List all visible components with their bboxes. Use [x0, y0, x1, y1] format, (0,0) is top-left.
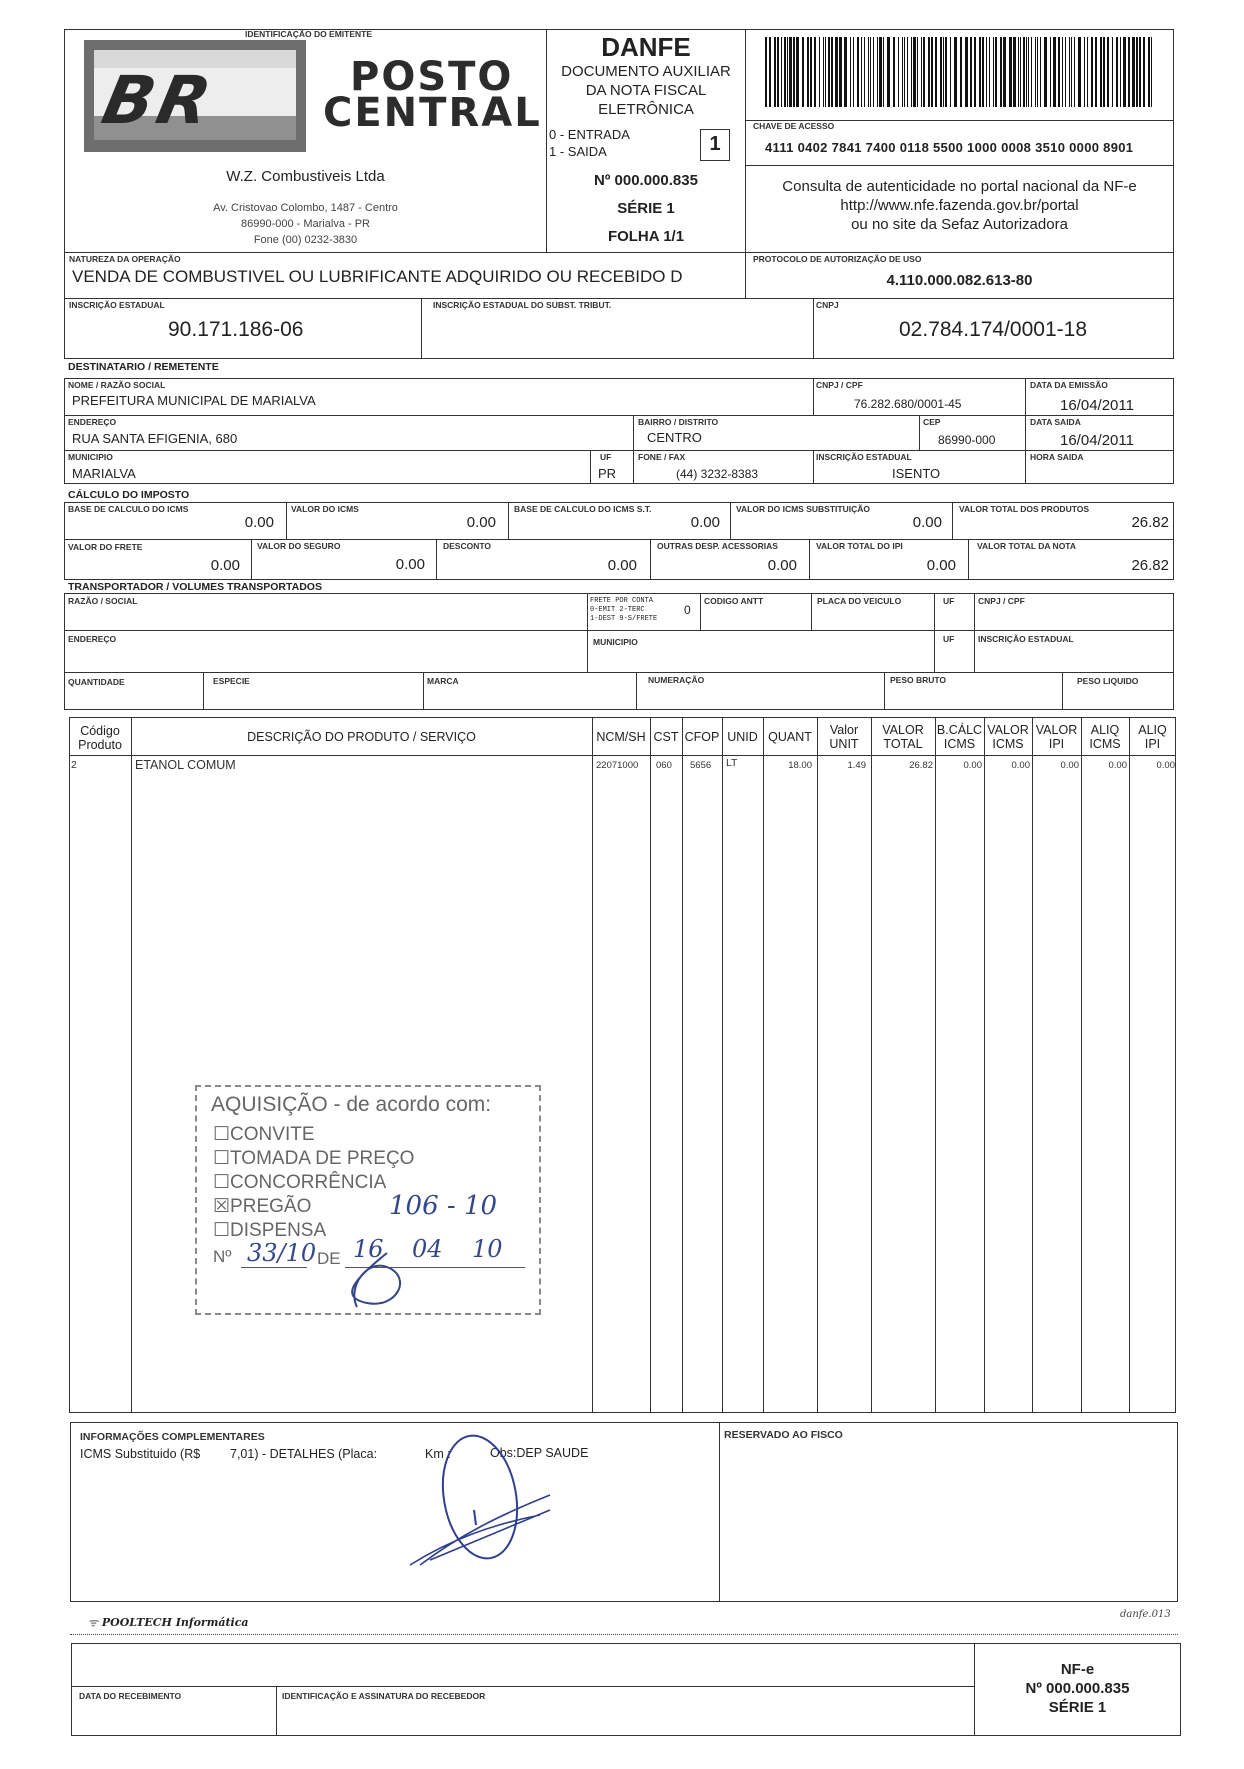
- barcode-bar: [883, 37, 884, 107]
- barcode-bar: [935, 37, 937, 107]
- barcode-bar: [787, 37, 788, 107]
- item-quant: 18.00: [788, 760, 812, 771]
- col-vipi: VALOR IPI: [1035, 723, 1078, 751]
- dest-emissao-label: DATA DA EMISSÃO: [1030, 380, 1108, 390]
- barcode-bar: [1071, 37, 1072, 107]
- footer-numero: Nº 000.000.835: [1025, 1680, 1130, 1697]
- transp-endereco-label: ENDEREÇO: [68, 634, 117, 644]
- transp-antt-label: CODIGO ANTT: [704, 596, 764, 606]
- item-aicms: 0.00: [1108, 760, 1127, 771]
- footer-serie: SÉRIE 1: [1048, 1699, 1107, 1716]
- barcode-bar: [1020, 37, 1021, 107]
- imp-desconto: 0.00: [607, 557, 637, 574]
- transp-placa-label: PLACA DO VEICULO: [817, 596, 902, 606]
- barcode-bar: [1023, 37, 1025, 107]
- barcode-bar: [986, 37, 987, 107]
- barcode-bar: [1095, 37, 1097, 107]
- recebimento-label: DATA DO RECEBIMENTO: [79, 1691, 182, 1701]
- col-vunit: Valor UNIT: [829, 723, 859, 751]
- barcode-bar: [879, 37, 882, 107]
- item-codigo: 2: [71, 759, 77, 771]
- transp-razao-label: RAZÃO / SOCIAL: [68, 596, 138, 606]
- barcode-bar: [781, 37, 782, 107]
- consulta-url: http://www.nfe.fazenda.gov.br/portal: [840, 197, 1079, 214]
- ie-st-label: INSCRIÇÃO ESTADUAL DO SUBST. TRIBUT.: [433, 300, 612, 310]
- imp-desconto-label: DESCONTO: [443, 541, 492, 551]
- barcode-bar: [1100, 37, 1102, 107]
- item-aipi: 0.00: [1156, 760, 1175, 771]
- barcode-bar: [1003, 37, 1006, 107]
- barcode-bar: [940, 37, 942, 107]
- barcode-bar: [861, 37, 862, 107]
- natureza-value: VENDA DE COMBUSTIVEL OU LUBRIFICANTE ADQUIRIDO OU RECEBIDO D: [72, 267, 683, 286]
- barcode-bar: [823, 37, 824, 107]
- hand-num: 33/10: [247, 1239, 317, 1267]
- transportador-section: TRANSPORTADOR / VOLUMES TRANSPORTADOS: [68, 581, 322, 593]
- dest-bairro-label: BAIRRO / DISTRITO: [638, 417, 719, 427]
- ie-value: 90.171.186-06: [168, 318, 304, 341]
- dest-emissao: 16/04/2011: [1060, 397, 1134, 414]
- ie-label: INSCRIÇÃO ESTADUAL: [69, 300, 165, 310]
- barcode-bar: [1028, 37, 1029, 107]
- barcode-bar: [902, 37, 903, 107]
- info-text3: Km :: [425, 1447, 451, 1461]
- fisco-box: [719, 1422, 1178, 1602]
- item-bcalc: 0.00: [963, 760, 982, 771]
- barcode-bar: [1120, 37, 1121, 107]
- col-quant: QUANT: [768, 730, 812, 744]
- dest-fone-label: FONE / FAX: [638, 452, 686, 462]
- cnpj-label: CNPJ: [816, 300, 839, 310]
- barcode-bar: [1132, 37, 1135, 107]
- danfe-numero: Nº 000.000.835: [594, 172, 698, 189]
- danfe-subtitle3: ELETRÔNICA: [598, 101, 694, 118]
- barcode-bar: [825, 37, 826, 107]
- barcode-bar: [1065, 37, 1066, 107]
- emitente-address2: 86990-000 - Marialva - PR: [240, 218, 370, 230]
- barcode-bar: [923, 37, 925, 107]
- barcode-bar: [873, 37, 874, 107]
- barcode-bar: [1136, 37, 1138, 107]
- danfe-serie: SÉRIE 1: [617, 200, 675, 217]
- info-text2: 7,01) - DETALHES (Placa:: [230, 1447, 378, 1461]
- item-vtotal: 26.82: [909, 760, 933, 771]
- barcode-bar: [1035, 37, 1036, 107]
- transp-peso-bruto-label: PESO BRUTO: [890, 675, 947, 685]
- info-text4: Obs:DEP SAUDE: [490, 1446, 589, 1460]
- barcode-bar: [1050, 37, 1051, 107]
- barcode-bar: [802, 37, 804, 107]
- transp-marca-label: MARCA: [427, 676, 459, 686]
- barcode-bar: [965, 37, 968, 107]
- barcode-bar: [1143, 37, 1145, 107]
- handwritten-signature: [400, 1415, 560, 1575]
- barcode-bar: [913, 37, 916, 107]
- item-cfop: 5656: [690, 760, 712, 771]
- stamp-signature: [327, 1247, 437, 1313]
- dest-nome-label: NOME / RAZÃO SOCIAL: [68, 380, 166, 390]
- logo-central: CENTRAL: [323, 90, 542, 136]
- imp-total-prod: 26.82: [1131, 514, 1169, 531]
- barcode-bar: [835, 37, 838, 107]
- col-aicms: ALIQ ICMS: [1089, 723, 1121, 751]
- barcode-bar: [765, 37, 767, 107]
- barcode-bar: [793, 37, 795, 107]
- barcode-bar: [1026, 37, 1027, 107]
- barcode-bar: [970, 37, 972, 107]
- dest-nome: PREFEITURA MUNICIPAL DE MARIALVA: [72, 393, 316, 408]
- danfe-code: danfe.013: [1120, 1609, 1171, 1620]
- col-vicms: VALOR ICMS: [987, 723, 1029, 751]
- item-vipi: 0.00: [1060, 760, 1079, 771]
- barcode-bar: [850, 37, 851, 107]
- col-vtotal: VALOR TOTAL: [882, 723, 924, 751]
- imp-total-nota-label: VALOR TOTAL DA NOTA: [977, 541, 1077, 551]
- emitente-phone: Fone (00) 0232-3830: [253, 234, 358, 246]
- dest-cnpj-label: CNPJ / CPF: [816, 380, 863, 390]
- transp-ie-label: INSCRIÇÃO ESTADUAL: [978, 634, 1074, 644]
- danfe-entrada: 0 - ENTRADA: [549, 127, 630, 142]
- protocolo-label: PROTOCOLO DE AUTORIZAÇÃO DE USO: [753, 254, 922, 264]
- dest-saida-label: DATA SAIDA: [1030, 417, 1081, 427]
- natureza-label: NATUREZA DA OPERAÇÃO: [69, 254, 181, 264]
- item-vicms: 0.00: [1011, 760, 1030, 771]
- barcode-bar: [907, 37, 908, 107]
- imp-icms-label: VALOR DO ICMS: [291, 504, 359, 514]
- danfe-title: DANFE: [601, 32, 691, 62]
- stamp-num-prefix: Nº: [213, 1247, 232, 1266]
- col-unid: UNID: [727, 730, 758, 744]
- imp-frete: 0.00: [210, 557, 240, 574]
- transp-quantidade-label: QUANTIDADE: [68, 677, 125, 687]
- barcode-bar: [995, 37, 997, 107]
- barcode-bar: [1069, 37, 1070, 107]
- imp-icms: 0.00: [466, 514, 496, 531]
- transp-frete-line2: 0-EMIT 2-TERC: [590, 606, 645, 614]
- barcode-bar: [831, 37, 833, 107]
- chave-value: 4111 0402 7841 7400 0118 5500 1000 0008 3510 0000 8901: [765, 140, 1134, 155]
- barcode-bar: [917, 37, 918, 107]
- barcode-bar: [931, 37, 933, 107]
- hand-date-day: 16: [353, 1235, 384, 1263]
- barcode: [765, 37, 1153, 107]
- stamp-convite: ☐CONVITE: [213, 1124, 315, 1145]
- barcode-bar: [857, 37, 859, 107]
- barcode-bar: [1013, 37, 1016, 107]
- barcode-bar: [1139, 37, 1141, 107]
- barcode-bar: [945, 37, 947, 107]
- hand-date-year: 10: [472, 1235, 503, 1263]
- emitente-address1: Av. Cristovao Colombo, 1487 - Centro: [213, 202, 398, 214]
- dest-endereco: RUA SANTA EFIGENIA, 680: [72, 431, 238, 446]
- logo-posto: POSTO: [350, 54, 514, 100]
- barcode-bar: [1116, 37, 1118, 107]
- barcode-bar: [1091, 37, 1093, 107]
- barcode-bar: [1103, 37, 1105, 107]
- imp-bc-st: 0.00: [690, 514, 720, 531]
- barcode-bar: [868, 37, 869, 107]
- barcode-bar: [911, 37, 912, 107]
- barcode-bar: [887, 37, 890, 107]
- col-descricao: DESCRIÇÃO DO PRODUTO / SERVIÇO: [247, 730, 476, 744]
- br-logo-letters: BR: [95, 62, 222, 139]
- col-ncm: NCM/SH: [596, 730, 646, 744]
- barcode-bar: [979, 37, 981, 107]
- item-ncm: 22071000: [596, 760, 639, 771]
- barcode-bar: [1062, 37, 1063, 107]
- dest-ie-label: INSCRIÇÃO ESTADUAL: [816, 452, 912, 462]
- item-vunit: 1.49: [847, 760, 866, 771]
- transp-uf2-label: UF: [943, 634, 955, 644]
- imp-total-prod-label: VALOR TOTAL DOS PRODUTOS: [959, 504, 1090, 514]
- col-aipi: ALIQ IPI: [1138, 723, 1167, 751]
- item-cst: 060: [656, 760, 672, 771]
- barcode-bar: [1040, 37, 1041, 107]
- barcode-bar: [1151, 37, 1152, 107]
- barcode-bar: [1018, 37, 1019, 107]
- transp-municipio-label: MUNICIPIO: [593, 637, 638, 647]
- stamp-dispensa: ☐DISPENSA: [213, 1220, 327, 1241]
- barcode-bar: [810, 37, 812, 107]
- info-text1: ICMS Substituido (R$: [80, 1447, 201, 1461]
- col-cfop: CFOP: [684, 730, 720, 744]
- dest-ie: ISENTO: [892, 466, 941, 481]
- dest-cep-label: CEP: [923, 417, 941, 427]
- stamp-de: DE: [317, 1249, 341, 1268]
- barcode-bar: [1058, 37, 1060, 107]
- stamp-concorrencia: ☐CONCORRÊNCIA: [213, 1172, 387, 1193]
- barcode-bar: [853, 37, 854, 107]
- barcode-bar: [1037, 37, 1038, 107]
- barcode-bar: [839, 37, 842, 107]
- barcode-bar: [1000, 37, 1002, 107]
- protocolo-value: 4.110.000.082.613-80: [886, 272, 1033, 289]
- barcode-bar: [1009, 37, 1012, 107]
- dest-uf-label: UF: [600, 452, 612, 462]
- br-logo: [84, 40, 306, 152]
- consulta-line3: ou no site da Sefaz Autorizadora: [851, 216, 1068, 233]
- barcode-bar: [921, 37, 922, 107]
- barcode-bar: [819, 37, 820, 107]
- barcode-bar: [844, 37, 847, 107]
- danfe-subtitle1: DOCUMENTO AUXILIAR: [561, 63, 731, 80]
- barcode-bar: [904, 37, 905, 107]
- barcode-bar: [893, 37, 895, 107]
- cut-line: [70, 1634, 1178, 1635]
- emitente-label: IDENTIFICAÇÃO DO EMITENTE: [245, 29, 373, 39]
- imp-outras: 0.00: [767, 557, 797, 574]
- barcode-bar: [1074, 37, 1075, 107]
- transp-especie-label: ESPECIE: [213, 676, 250, 686]
- barcode-bar: [1084, 37, 1085, 107]
- imp-bc-icms: 0.00: [244, 514, 274, 531]
- barcode-bar: [828, 37, 830, 107]
- transp-numeracao-label: NUMERAÇÃO: [648, 675, 705, 685]
- stamp-pregao: ☒PREGÃO: [213, 1196, 312, 1217]
- destinatario-section: DESTINATARIO / REMETENTE: [68, 361, 219, 373]
- barcode-bar: [1031, 37, 1032, 107]
- barcode-bar: [789, 37, 792, 107]
- barcode-bar: [943, 37, 944, 107]
- imp-ipi: 0.00: [926, 557, 956, 574]
- dest-bairro: CENTRO: [647, 430, 702, 445]
- barcode-bar: [989, 37, 990, 107]
- transp-frete-value: 0: [684, 603, 691, 617]
- fisco-label: RESERVADO AO FISCO: [724, 1429, 843, 1441]
- imp-outras-label: OUTRAS DESP. ACESSORIAS: [657, 541, 778, 551]
- col-cst: CST: [653, 730, 679, 744]
- barcode-bar: [928, 37, 930, 107]
- barcode-bar: [1087, 37, 1088, 107]
- dest-hora-label: HORA SAIDA: [1030, 452, 1084, 462]
- imp-bc-st-label: BASE DE CALCULO DO ICMS S.T.: [514, 504, 652, 514]
- danfe-saida: 1 - SAIDA: [549, 144, 607, 159]
- barcode-bar: [1053, 37, 1056, 107]
- barcode-bar: [796, 37, 799, 107]
- imp-seguro-label: VALOR DO SEGURO: [257, 541, 341, 551]
- barcode-bar: [950, 37, 951, 107]
- imp-frete-label: VALOR DO FRETE: [68, 542, 143, 552]
- barcode-bar: [1128, 37, 1130, 107]
- stamp-tomada: ☐TOMADA DE PREÇO: [213, 1148, 415, 1169]
- dest-municipio: MARIALVA: [72, 466, 136, 481]
- barcode-bar: [1107, 37, 1109, 107]
- software-icon: ᯤ: [88, 1616, 102, 1629]
- barcode-bar: [807, 37, 809, 107]
- barcode-bar: [814, 37, 816, 107]
- checkbox-checked-icon: ☒: [213, 1196, 231, 1217]
- danfe-subtitle2: DA NOTA FISCAL: [585, 82, 707, 99]
- emitente-name: W.Z. Combustiveis Ltda: [226, 168, 385, 185]
- danfe-tipo: 1: [709, 133, 721, 155]
- barcode-bar: [1112, 37, 1113, 107]
- barcode-bar: [1123, 37, 1126, 107]
- transp-cnpj-label: CNPJ / CPF: [978, 596, 1025, 606]
- col-bcalc: B.CÁLC ICMS: [936, 723, 983, 751]
- dest-cnpj: 76.282.680/0001-45: [854, 397, 962, 411]
- barcode-bar: [954, 37, 957, 107]
- footer-nfe: NF-e: [1060, 1661, 1095, 1678]
- imp-bc-icms-label: BASE DE CALCULO DO ICMS: [68, 504, 189, 514]
- consulta-line1: Consulta de autenticidade no portal nacional da NF-e: [782, 178, 1137, 195]
- imp-icms-st-label: VALOR DO ICMS SUBSTITUIÇÃO: [736, 504, 870, 514]
- dest-saida: 16/04/2011: [1060, 432, 1134, 449]
- chave-label: CHAVE DE ACESSO: [753, 121, 835, 131]
- hand-date-month: 04: [412, 1235, 443, 1263]
- col-codigo: Código Produto: [78, 724, 122, 752]
- imp-icms-st: 0.00: [912, 514, 942, 531]
- barcode-bar: [1044, 37, 1047, 107]
- cnpj-value: 02.784.174/0001-18: [899, 318, 1088, 341]
- item-descricao: ETANOL COMUM: [135, 758, 236, 772]
- dest-endereco-label: ENDEREÇO: [68, 417, 117, 427]
- barcode-bar: [877, 37, 878, 107]
- barcode-bar: [1148, 37, 1150, 107]
- barcode-bar: [982, 37, 984, 107]
- transp-frete-line3: 1-DEST 9-S/FRETE: [590, 615, 658, 623]
- barcode-bar: [769, 37, 771, 107]
- imp-total-nota: 26.82: [1131, 557, 1169, 574]
- barcode-bar: [870, 37, 871, 107]
- imposto-section: CÁLCULO DO IMPOSTO: [68, 489, 190, 501]
- imp-ipi-label: VALOR TOTAL DO IPI: [816, 541, 903, 551]
- transp-peso-liquido-label: PESO LIQUIDO: [1077, 676, 1139, 686]
- dest-municipio-label: MUNICIPIO: [68, 452, 113, 462]
- danfe-folha: FOLHA 1/1: [607, 228, 685, 245]
- item-unid: LT: [726, 757, 738, 769]
- dest-uf: PR: [598, 466, 617, 481]
- barcode-bar: [784, 37, 786, 107]
- assinatura-label: IDENTIFICAÇÃO E ASSINATURA DO RECEBEDOR: [282, 1691, 486, 1701]
- barcode-bar: [864, 37, 865, 107]
- transp-frete-line1: FRETE POR CONTA: [590, 597, 654, 605]
- dest-fone: (44) 3232-8383: [676, 467, 759, 481]
- stamp-title: AQUISIÇÃO - de acordo com:: [211, 1093, 492, 1116]
- barcode-bar: [777, 37, 779, 107]
- barcode-bar: [960, 37, 962, 107]
- barcode-bar: [974, 37, 976, 107]
- barcode-bar: [1078, 37, 1081, 107]
- info-label: INFORMAÇÕES COMPLEMENTARES: [80, 1431, 265, 1443]
- software-name: ᯤ POOLTECH Informática: [88, 1616, 249, 1629]
- barcode-bar: [774, 37, 776, 107]
- transp-uf-label: UF: [943, 596, 955, 606]
- barcode-bar: [993, 37, 994, 107]
- dest-cep: 86990-000: [938, 433, 996, 447]
- hand-pregao-number: 106 - 10: [389, 1191, 498, 1221]
- acquisition-stamp: [195, 1085, 541, 1315]
- barcode-bar: [898, 37, 899, 107]
- imp-seguro: 0.00: [395, 556, 425, 573]
